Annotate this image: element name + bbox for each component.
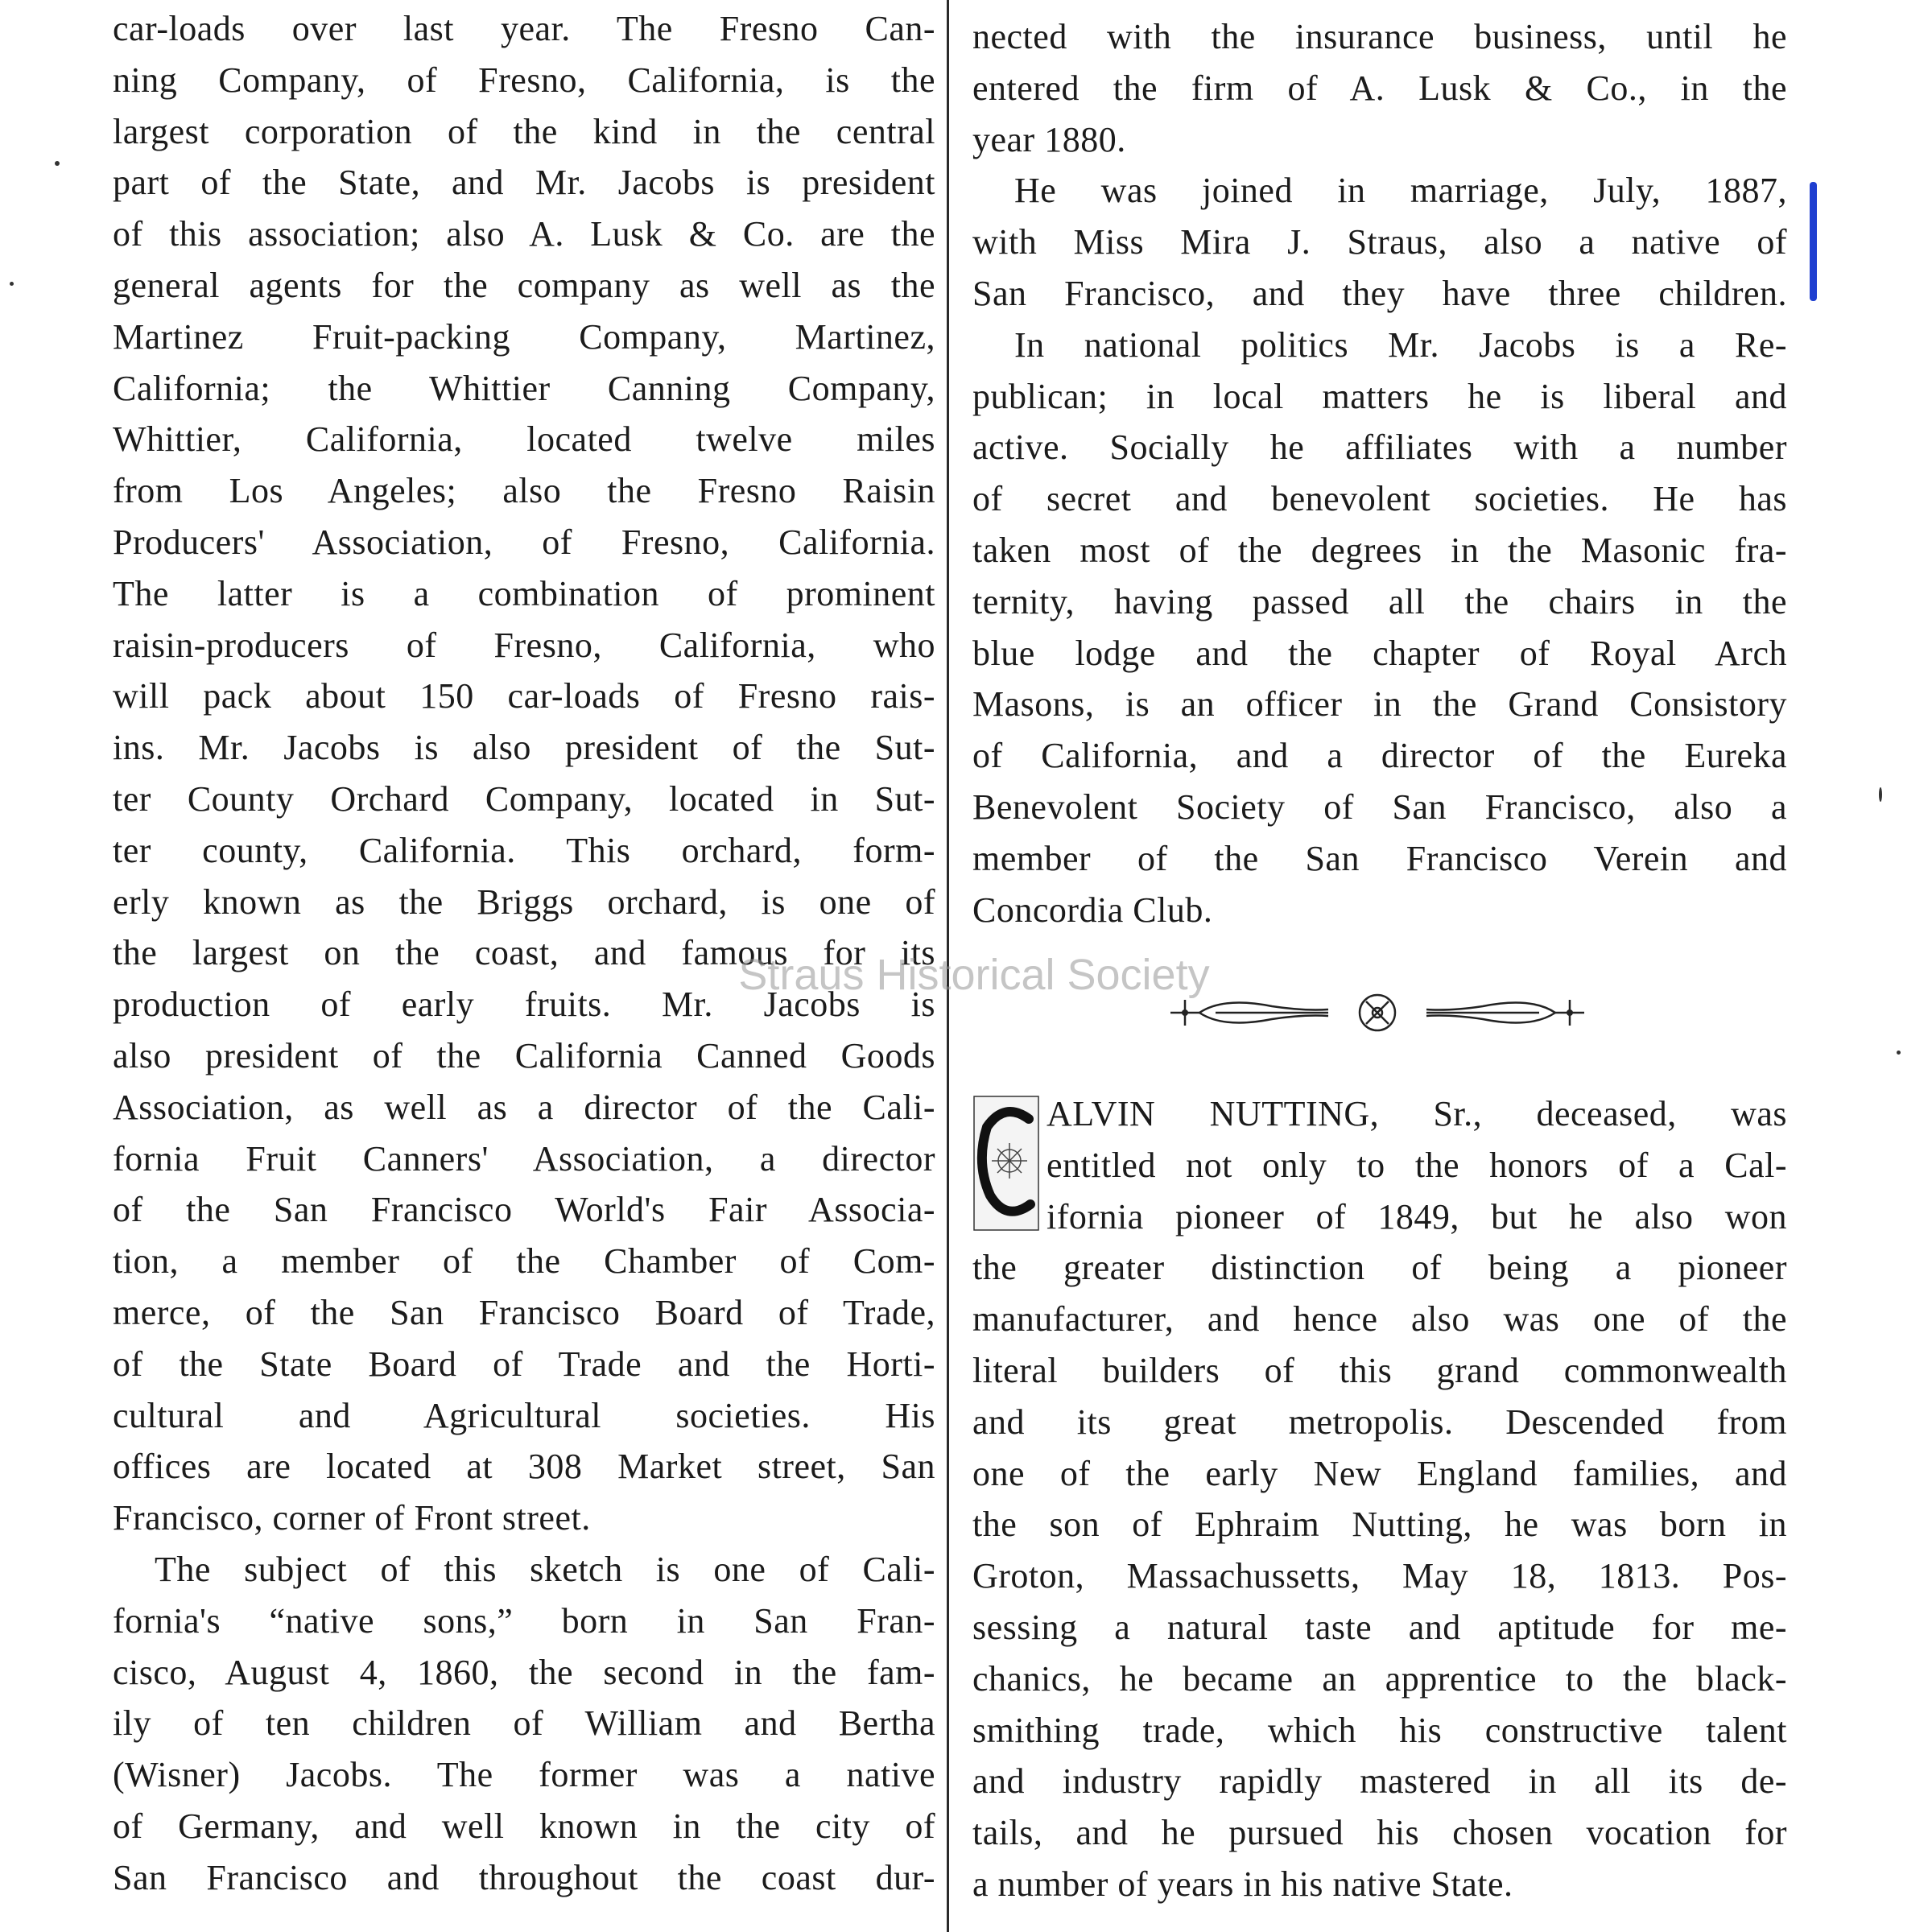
text-line: year 1880.	[972, 119, 1126, 159]
text-line: from Los Angeles; also the Fresno Raisin	[113, 471, 935, 511]
text-line: production of early fruits. Mr. Jacobs is	[113, 985, 935, 1025]
text-line: the largest on the coast, and famous for its	[113, 933, 935, 973]
text-line: and industry rapidly mastered in all its de-	[972, 1761, 1787, 1802]
text-line: literal builders of this grand commonwealth	[972, 1350, 1787, 1390]
paper-speck	[1897, 1051, 1901, 1055]
text-line: California; the Whittier Canning Company,	[113, 368, 935, 408]
text-line: Martinez Fruit-packing Company, Martinez,	[113, 316, 935, 357]
text-line: active. Socially he affiliates with a number	[972, 427, 1787, 468]
text-line: smithing trade, which his constructive talent	[972, 1710, 1787, 1750]
text-line: of secret and benevolent societies. He has	[972, 479, 1787, 519]
text-line: ter county, California. This orchard, form-	[113, 830, 935, 870]
text-line: the son of Ephraim Nutting, he was born in	[972, 1505, 1787, 1545]
text-line: Francisco, corner of Front street.	[113, 1498, 591, 1538]
text-line: and its great metropolis. Descended from	[972, 1402, 1787, 1442]
blue-ink-mark	[1810, 182, 1817, 301]
text-line: ins. Mr. Jacobs is also president of the Sut-	[113, 728, 935, 768]
text-line: part of the State, and Mr. Jacobs is president	[113, 163, 935, 203]
text-line: tion, a member of the Chamber of Com-	[113, 1241, 935, 1282]
text-line: of Germany, and well known in the city of	[113, 1806, 935, 1846]
text-line: fornia Fruit Canners' Association, a director	[113, 1138, 935, 1179]
text-line: ifornia pioneer of 1849, but he also won	[1046, 1196, 1787, 1236]
text-line: of this association; also A. Lusk & Co. are the	[113, 214, 935, 254]
text-line: erly known as the Briggs orchard, is one of	[113, 881, 935, 922]
right-column-bottom-lines	[972, 1088, 1787, 1910]
text-line: cultural and Agricultural societies. His	[113, 1395, 935, 1435]
text-line: Groton, Massachussetts, May 18, 1813. Pos-	[972, 1556, 1787, 1596]
text-line: The subject of this sketch is one of Cali-	[155, 1549, 935, 1589]
text-line: San Francisco, and they have three children.	[972, 273, 1787, 313]
paper-speck	[55, 161, 60, 166]
text-line: sessing a natural taste and aptitude for me-	[972, 1607, 1787, 1647]
text-line: offices are located at 308 Market street, San	[113, 1447, 935, 1487]
text-line: Producers' Association, of Fresno, California.	[113, 522, 935, 562]
text-line: raisin-producers of Fresno, California, who	[113, 625, 935, 665]
text-line: ter County Orchard Company, located in Sut-	[113, 778, 935, 819]
text-line: ning Company, of Fresno, California, is the	[113, 60, 935, 100]
text-line: car-loads over last year. The Fresno Can-	[113, 9, 935, 48]
text-line: ternity, having passed all the chairs in the	[972, 581, 1787, 621]
text-line: Concordia Club.	[972, 890, 1213, 930]
text-line: one of the early New England families, and	[972, 1453, 1787, 1493]
drop-cap-letter-c	[972, 1095, 1040, 1232]
text-line: San Francisco and throughout the coast dur-	[113, 1857, 935, 1897]
text-line: of California, and a director of the Eureka	[972, 736, 1787, 776]
text-line: with Miss Mira J. Straus, also a native of	[972, 222, 1787, 262]
text-line: (Wisner) Jacobs. The former was a native	[113, 1755, 935, 1795]
paper-speck	[10, 282, 14, 286]
text-line: tails, and he pursued his chosen vocation for	[972, 1813, 1787, 1853]
right-column-top-lines	[972, 11, 1787, 935]
text-line: Benevolent Society of San Francisco, also a	[972, 786, 1787, 827]
text-line: nected with the insurance business, until he	[972, 17, 1787, 56]
text-line: Masons, is an officer in the Grand Consistory	[972, 684, 1787, 724]
text-line: fornia's “native sons,” born in San Fran-	[113, 1600, 935, 1641]
paper-speck	[1879, 787, 1882, 802]
text-line: member of the San Francisco Verein and	[972, 838, 1787, 878]
text-line: ily of ten children of William and Bertha	[113, 1703, 935, 1744]
text-line: In national politics Mr. Jacobs is a Re-	[1014, 324, 1787, 365]
text-line: cisco, August 4, 1860, the second in the fam-	[113, 1652, 935, 1692]
text-line: also president of the California Canned Goods	[113, 1035, 935, 1075]
text-line: the greater distinction of being a pioneer	[972, 1248, 1787, 1288]
text-line: blue lodge and the chapter of Royal Arch	[972, 633, 1787, 673]
text-line: entered the firm of A. Lusk & Co., in the	[972, 68, 1787, 108]
text-line: general agents for the company as well as the	[113, 265, 935, 305]
text-line: Whittier, California, located twelve miles	[113, 419, 935, 460]
text-line: taken most of the degrees in the Masonic fra-	[972, 530, 1787, 570]
text-line: largest corporation of the kind in the central	[113, 111, 935, 151]
text-line: ALVIN NUTTING, Sr., deceased, was	[1046, 1094, 1787, 1133]
text-line: will pack about 150 car-loads of Fresno rais-	[113, 676, 935, 716]
text-line: The latter is a combination of prominent	[113, 573, 935, 613]
text-line: publican; in local matters he is liberal and	[972, 376, 1787, 416]
text-line: manufacturer, and hence also was one of the	[972, 1299, 1787, 1340]
watermark: Straus Historical Society	[738, 951, 1210, 999]
text-line: merce, of the San Francisco Board of Trade,	[113, 1292, 935, 1332]
text-line: of the San Francisco World's Fair Associa-	[113, 1190, 935, 1230]
text-line: a number of years in his native State.	[972, 1864, 1513, 1904]
text-line: He was joined in marriage, July, 1887,	[1014, 171, 1787, 211]
text-line: entitled not only to the honors of a Cal-	[1046, 1145, 1787, 1185]
text-line: Association, as well as a director of the Cali-	[113, 1087, 935, 1127]
text-line: chanics, he became an apprentice to the black-	[972, 1658, 1787, 1699]
text-line: of the State Board of Trade and the Horti-	[113, 1344, 935, 1384]
